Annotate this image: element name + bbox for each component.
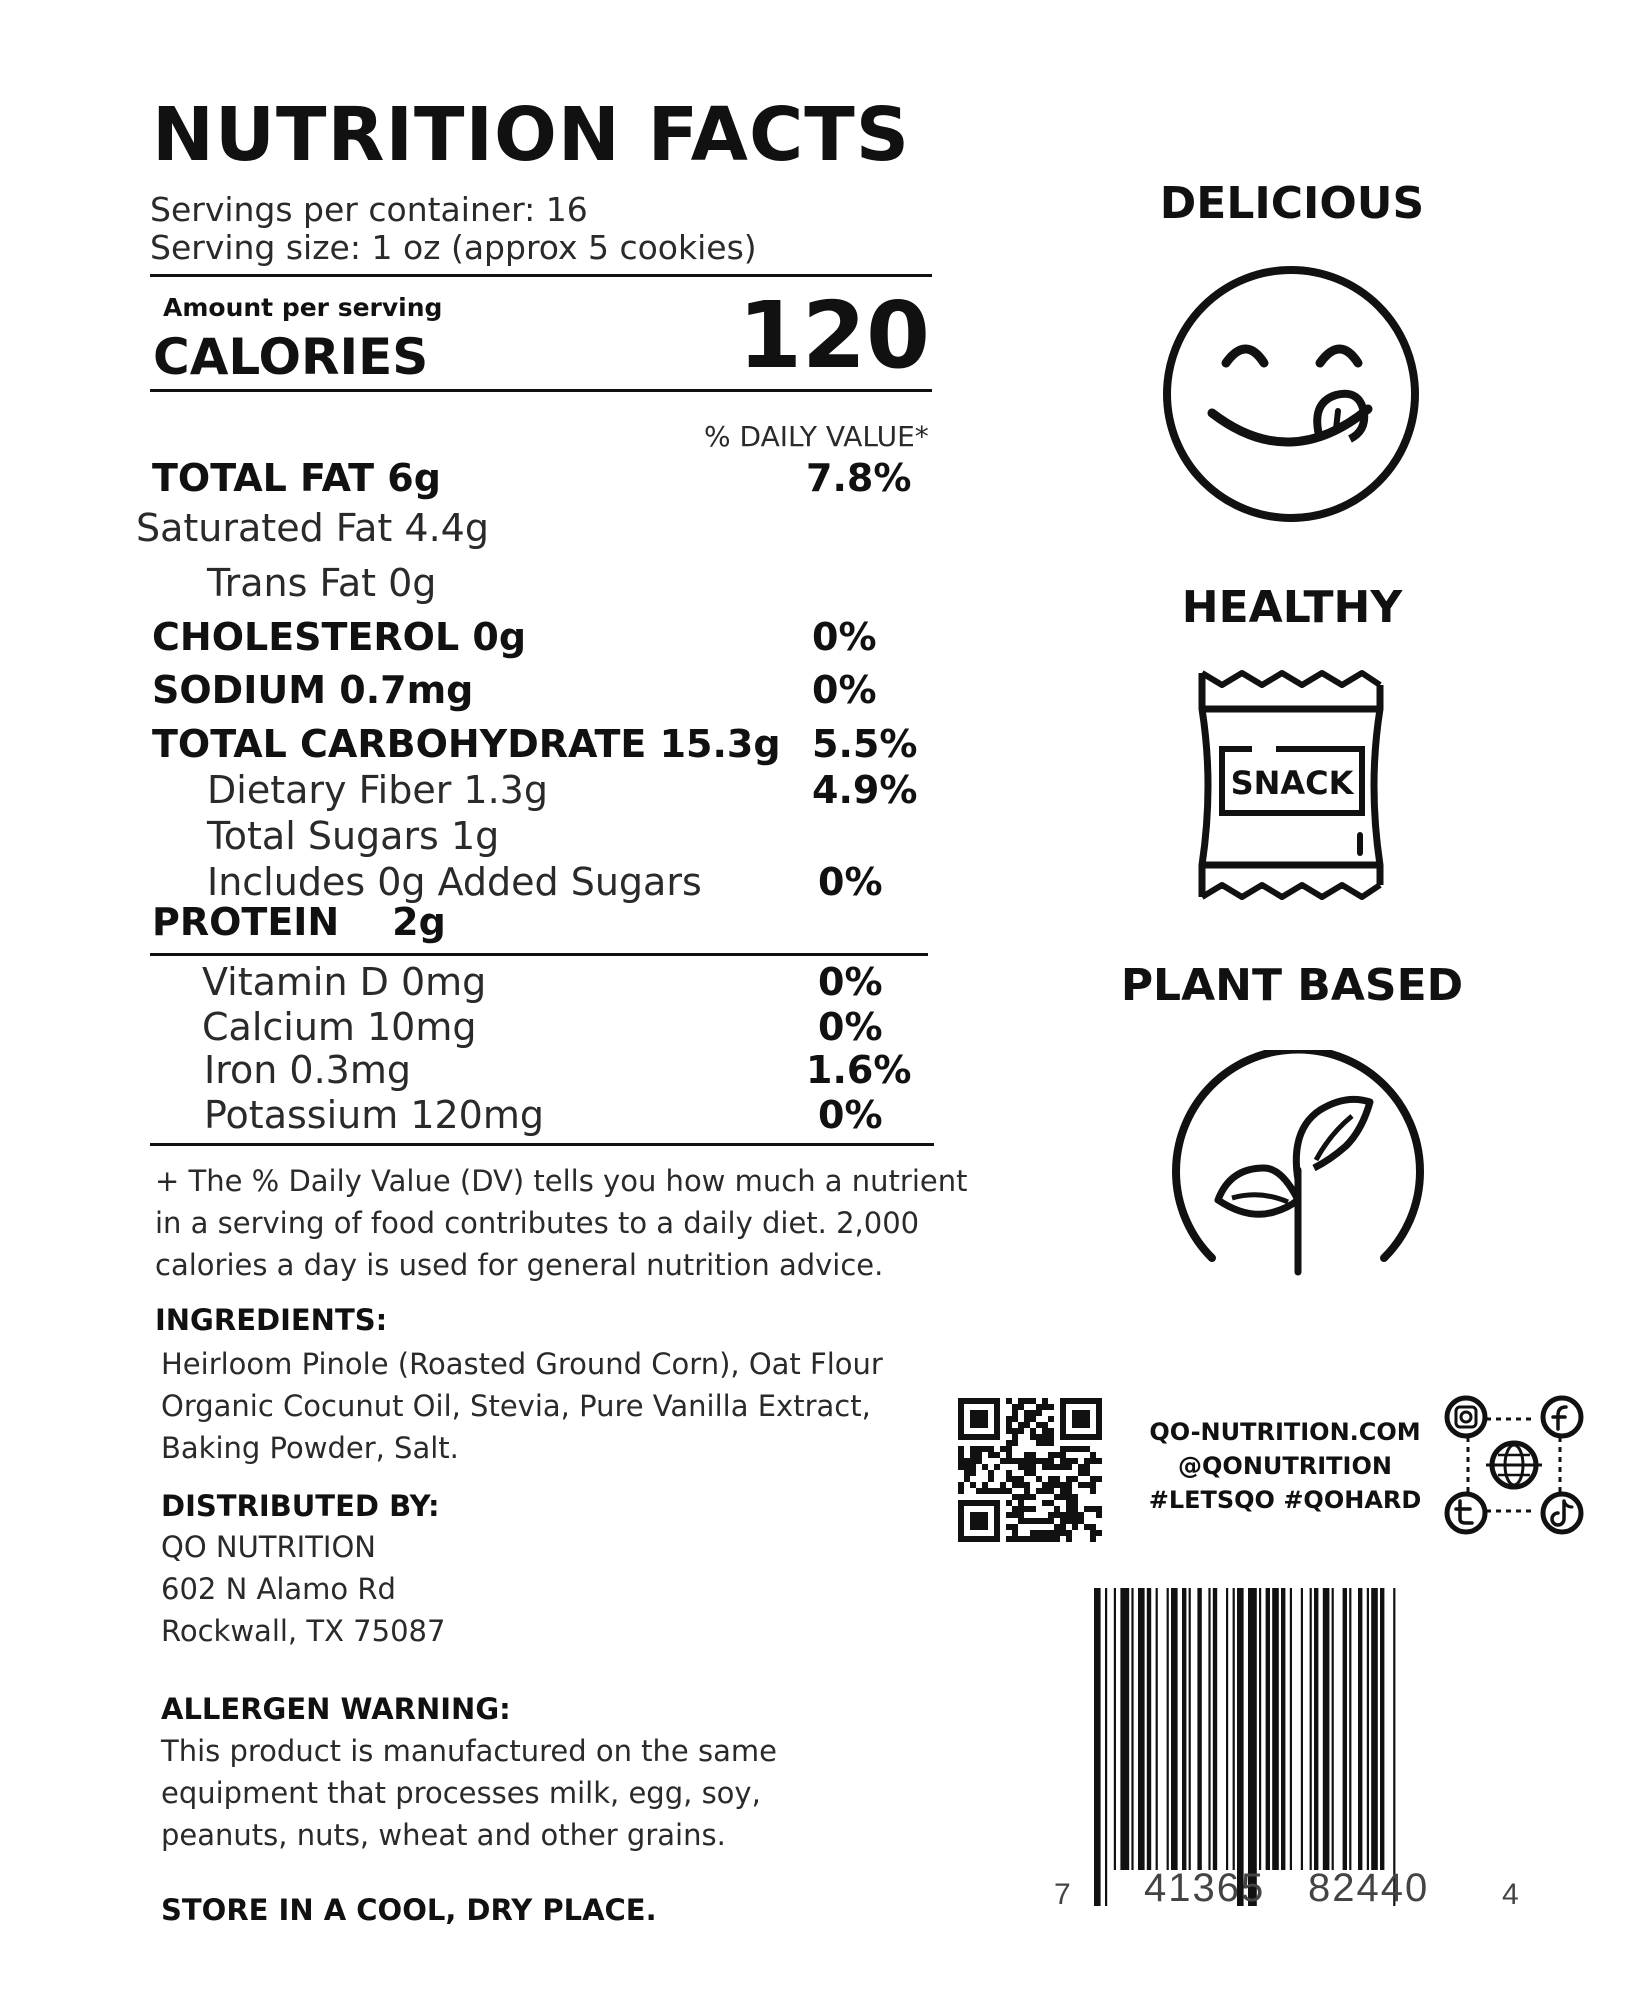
dv-added-sugars: 0% [818,860,883,904]
smiley-tongue-icon [1160,263,1422,525]
servings-per-container: Servings per container: 16 [150,190,588,229]
dv-vitamin-d: 0% [818,960,883,1004]
snack-bag-label: SNACK [1230,764,1354,802]
allergen-line: equipment that processes milk, egg, soy, [161,1776,761,1810]
allergen-line: This product is manufactured on the same [161,1734,777,1768]
serving-size: Serving size: 1 oz (approx 5 cookies) [150,228,757,267]
calories-label: CALORIES [153,328,429,386]
qr-code-icon[interactable] [958,1398,1102,1542]
nutrient-added-sugars: Includes 0g Added Sugars [207,860,702,904]
barcode-right-group: 82440 [1308,1866,1430,1910]
divider-top [150,274,932,277]
nutrient-dietary-fiber: Dietary Fiber 1.3g [207,768,548,812]
ingredients-line: Heirloom Pinole (Roasted Ground Corn), Oat Flour [161,1347,883,1381]
dv-dietary-fiber: 4.9% [812,768,918,812]
badge-title-delicious: DELICIOUS [1159,178,1425,229]
calories-value: 120 [738,282,931,389]
ingredients-line: Organic Cocunut Oil, Stevia, Pure Vanilla Extract, [161,1389,871,1423]
barcode-trail-digit: 4 [1502,1878,1519,1911]
dv-total-carbohydrate: 5.5% [812,722,918,766]
instagram-icon [1447,1398,1485,1436]
divider-footnote [150,1143,934,1146]
nutrient-sodium: SODIUM 0.7mg [152,668,474,712]
dv-potassium: 0% [818,1093,883,1137]
potassium: Potassium 120mg [204,1093,544,1137]
sprout-icon [1170,1050,1426,1306]
iron: Iron 0.3mg [204,1048,411,1092]
divider-vitamins [150,953,928,956]
hashtags-text: #LETSQO #QOHARD [1148,1486,1422,1514]
badge-title-healthy: HEALTHY [1181,582,1403,633]
facebook-icon [1543,1398,1581,1436]
nutrient-total-sugars: Total Sugars 1g [207,814,500,858]
distributor-line: 602 N Alamo Rd [161,1572,396,1606]
barcode-left-group: 41365 [1144,1866,1266,1910]
page-title: NUTRITION FACTS [152,92,911,178]
dv-sodium: 0% [812,668,877,712]
distributor-line: QO NUTRITION [161,1530,376,1564]
allergen-line: peanuts, nuts, wheat and other grains. [161,1818,726,1852]
social-icons [1444,1395,1584,1535]
distributor-line: Rockwall, TX 75087 [161,1614,446,1648]
ingredients-title: INGREDIENTS: [155,1303,388,1337]
badge-title-plant-based: PLANT BASED [1120,960,1464,1011]
barcode-lead-digit: 7 [1054,1878,1071,1911]
snack-bag-icon [1196,665,1386,905]
twitter-icon [1447,1494,1485,1532]
globe-icon [1486,1443,1542,1487]
nutrient-protein: PROTEIN 2g [152,900,446,944]
nutrient-cholesterol: CHOLESTEROL 0g [152,615,527,659]
divider-calories [150,389,932,392]
website-text[interactable]: QO-NUTRITION.COM [1149,1418,1421,1446]
calcium: Calcium 10mg [202,1005,477,1049]
daily-value-header: % DAILY VALUE* [704,420,929,453]
handle-text: @QONUTRITION [1178,1452,1392,1480]
ingredients-line: Baking Powder, Salt. [161,1431,459,1465]
footnote-line: in a serving of food contributes to a daily diet. 2,000 [155,1206,920,1240]
footnote-line: calories a day is used for general nutrition advice. [155,1248,884,1282]
dv-cholesterol: 0% [812,615,877,659]
dv-iron: 1.6% [806,1048,912,1092]
nutrient-total-carbohydrate: TOTAL CARBOHYDRATE 15.3g [152,722,781,766]
footnote-line: + The % Daily Value (DV) tells you how much a nutrient [155,1164,968,1198]
tiktok-icon [1543,1494,1581,1532]
amount-per-serving-label: Amount per serving [163,293,443,322]
dv-calcium: 0% [818,1005,883,1049]
distributed-title: DISTRIBUTED BY: [161,1489,440,1523]
nutrient-total-fat: TOTAL FAT 6g [152,456,441,500]
vitamin-d: Vitamin D 0mg [202,960,487,1004]
nutrient-saturated-fat: Saturated Fat 4.4g [136,506,489,550]
nutrient-trans-fat: Trans Fat 0g [207,561,437,605]
dv-total-fat: 7.8% [806,456,912,500]
storage-instruction: STORE IN A COOL, DRY PLACE. [161,1893,657,1927]
allergen-title: ALLERGEN WARNING: [161,1692,511,1726]
